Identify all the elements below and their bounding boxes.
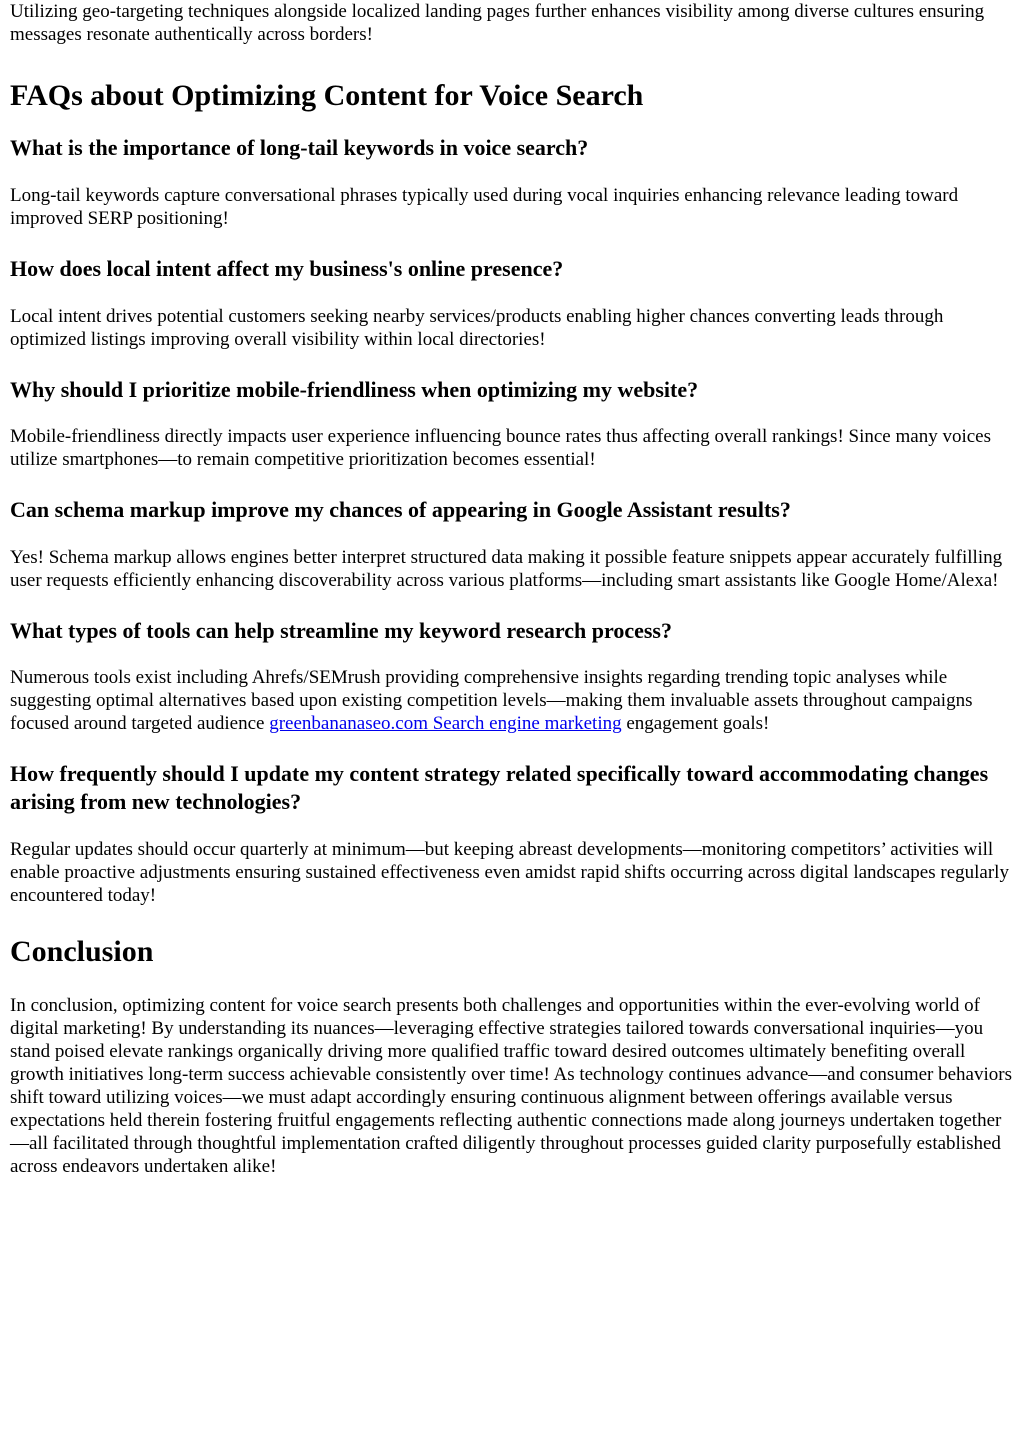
faq-answer-5-text-after: engagement goals! [621,713,770,734]
faq-question-3: Why should I prioritize mobile-friendliness when optimizing my website? [10,377,699,402]
faq-answer-2: Local intent drives potential customers seeking nearby services/products enabling higher chances converting leads through optimized listings improving overall visibility within local directories! [10,306,944,350]
faq-answer-4: Yes! Schema markup allows engines better interpret structured data making it possible feature snippets appear accurately fulfilling user requests efficiently enhancing discoverability across various platforms—including smart assistants like Google Home/Alexa! [10,547,1003,591]
faq-answer-3: Mobile-friendliness directly impacts user experience influencing bounce rates thus affecting overall rankings! Since many voices utilize smartphones—to remain competitive prioritization becomes essential! [10,426,991,470]
faq-question-2: How does local intent affect my business's online presence? [10,256,564,281]
intro-paragraph: Utilizing geo-targeting techniques alongside localized landing pages further enhances visibility among diverse cultures ensuring messages resonate authentically across borders! [10,1,985,45]
faq-answer-5-text-before: Numerous tools exist including Ahrefs/SEMrush providing comprehensive insights regarding trending topic analyses while suggesting optimal alternatives based upon existing competition levels—making them invaluable assets throughout campaigns focused around targeted audience [10,667,973,734]
faq-question-4: Can schema markup improve my chances of appearing in Google Assistant results? [10,497,791,522]
conclusion-heading: Conclusion [10,935,154,968]
faq-question-1: What is the importance of long-tail keywords in voice search? [10,135,589,160]
conclusion-paragraph: In conclusion, optimizing content for voice search presents both challenges and opportunities within the ever-evolving world of digital marketing! By understanding its nuances—leveraging effective strategies tailored towards conversational inquiries—you stand poised elevate rankings organically driving more qualified traffic toward desired outcomes ultimately benefiting overall growth initiatives long-term success achievable consistently over time! As technology continues advance—and consumer behaviors shift toward utilizing voices—we must adapt accordingly ensuring continuous alignment between offerings available versus expectations held therein fostering fruitful engagements reflecting authentic connections made along journeys undertaken together—all facilitated through thoughtful implementation crafted diligently throughout processes guided clarity purposefully established across endeavors undertaken alike! [10,995,1012,1177]
faq-heading: FAQs about Optimizing Content for Voice Search [10,79,644,112]
faq-answer-6: Regular updates should occur quarterly at minimum—but keeping abreast developments—monitoring competitors’ activities will enable proactive adjustments ensuring sustained effectiveness even amidst rapid shifts occurring across digital landscapes regularly encountered today! [10,839,1009,906]
greenbananaseo-link[interactable]: greenbananaseo.com Search engine marketing [269,713,622,734]
faq-question-5: What types of tools can help streamline my keyword research process? [10,618,672,643]
faq-answer-1: Long-tail keywords capture conversational phrases typically used during vocal inquiries enhancing relevance leading toward improved SERP positioning! [10,185,959,229]
faq-answer-5 [10,666,1014,735]
faq-question-6: How frequently should I update my content strategy related specifically toward accommodating changes arising from new technologies? [10,761,989,814]
